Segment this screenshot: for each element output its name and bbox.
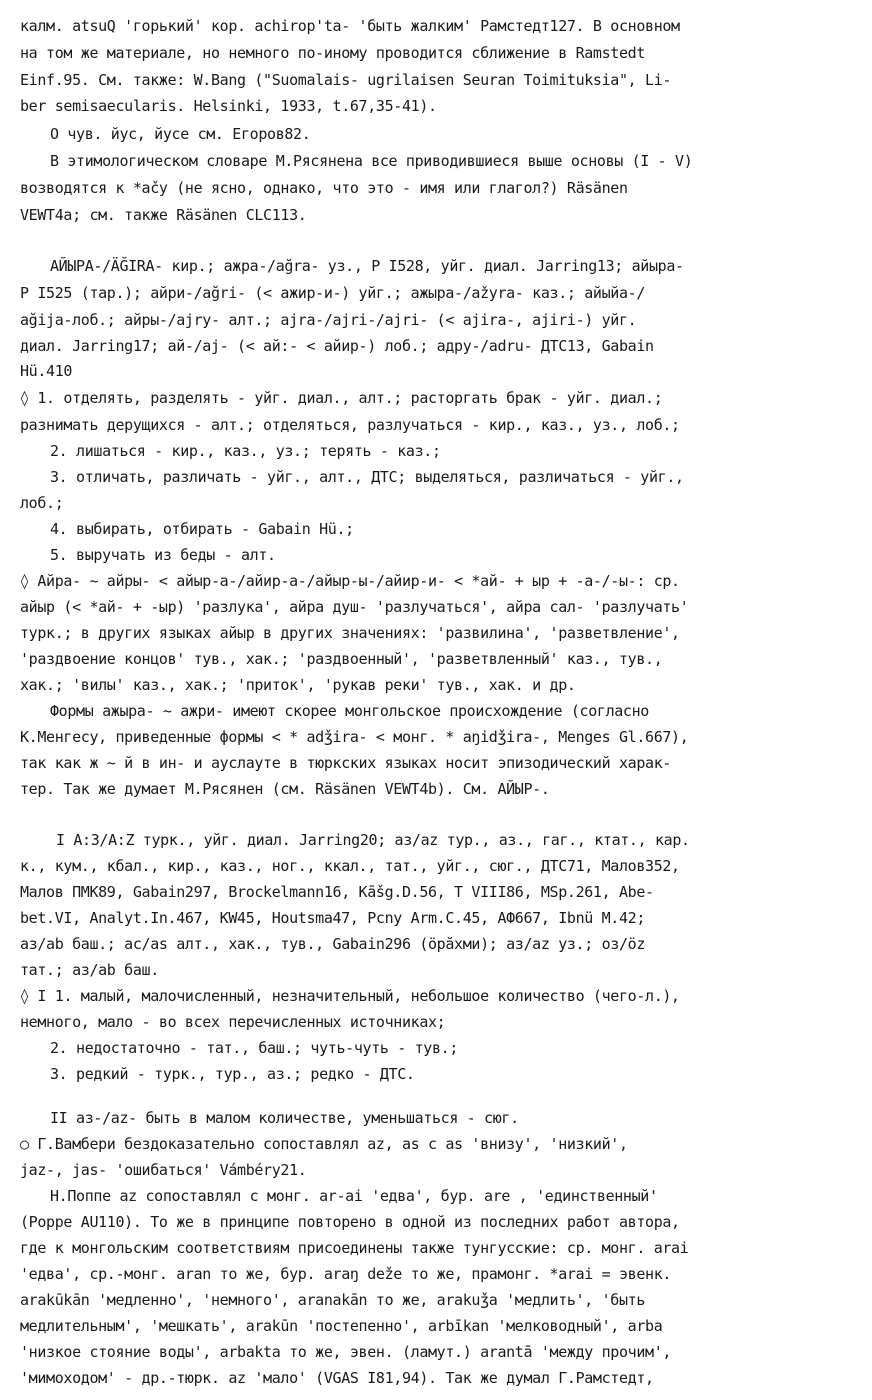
text-line: лоб.; — [20, 494, 64, 512]
text-line: ◊ 1. отделять, разделять - уйг. диал., алт.; расторгать брак - уйг. диал.; — [20, 389, 663, 407]
text-line: турк.; в других языках айыр в других значениях: 'развилина', 'разветвление', — [20, 624, 680, 642]
text-line: 5. выручать из беды - алт. — [50, 546, 276, 564]
text-line: немного, мало - во всех перечисленных источниках; — [20, 1013, 446, 1031]
text-line: возводятся к *ačy (не ясно, однако, что это - имя или глагол?) Räsänen — [20, 179, 628, 197]
entry-header-line: II аз-/az- быть в малом количестве, уменьшаться - сюг. — [50, 1109, 519, 1127]
text-line: В этимологическом словаре М.Рясянена все приводившиеся выше основы (I - V) — [50, 152, 693, 170]
text-line: 4. выбирать, отбирать - Gabain Hü.; — [50, 520, 354, 538]
text-line: 'едва', ср.-монг. aran то же, бур. araŋ deže то же, прамонг. *arai = эвенк. — [20, 1265, 672, 1283]
text-line: bet.VI, Analyt.In.467, KW45, Houtsma47, Pcny Arm.C.45, АФ667, Ibnü M.42; — [20, 909, 646, 927]
entry-header-line: I А:З/А:Z турк., уйг. диал. Jarring20; аз/az тур., аз., гаг., ктат., кар. — [56, 831, 690, 849]
text-line: хак.; 'вилы' каз., хак.; 'приток', 'рукав реки' тув., хак. и др. — [20, 676, 576, 694]
text-line: диал. Jarring17; ай-/aj- (< ай:- < айир-) лоб.; адру-/adru- ДТС13, Gabain — [20, 337, 654, 355]
text-line: медлительным', 'мешкать', arakūn 'постепенно', arbīkan 'мелководный', arba — [20, 1317, 663, 1335]
text-line: О чув. йус, йусе см. Егоров82. — [50, 125, 311, 143]
text-line: Hü.410 — [20, 362, 73, 380]
text-line: 3. отличать, различать - уйг., алт., ДТС; выделяться, различаться - уйг., — [50, 468, 684, 486]
text-line: калм. atsuQ 'горький' кор. achirop'ta- 'быть жалким' Рамстедт127. В основном — [20, 17, 680, 35]
text-line: К.Менгесу, приведенные формы < * adǯira- < монг. * aŋidǯira-, Menges Gl.667), — [20, 728, 689, 746]
text-line: ağija-лоб.; айры-/ajry- алт.; ajra-/ajri-/ajri- (< ajira-, ajiri-) уйг. — [20, 311, 637, 329]
text-line: ber semisaecularis. Helsinki, 1933, t.67,35-41). — [20, 97, 437, 115]
entry-header-line: АЙЫРА-/ÄĞIRA- кир.; ажра-/ağra- уз., Р I528, уйг. диал. Jarring13; айыра- — [50, 257, 684, 275]
text-line: 'низкое стояние воды', arbakta то же, эвен. (ламут.) arantā 'между прочим', — [20, 1343, 672, 1361]
text-line: Формы ажыра- ~ ажри- имеют скорее монгольское происхождение (согласно — [50, 702, 649, 720]
text-line: VEWT4a; см. также Räsänen CLC113. — [20, 206, 307, 224]
text-line: аз/ab баш.; ас/as алт., хак., тув., Gabain296 (ӧрӑхми); аз/az уз.; оз/öz — [20, 935, 646, 953]
text-line: на том же материале, но немного по-иному проводится сближение в Ramstedt — [20, 44, 646, 62]
text-line: Малов ПМК89, Gabain297, Brockelmann16, Kāšg.D.56, T VIII86, MSp.261, Abe- — [20, 883, 654, 901]
text-line: Р I525 (тар.); айри-/ağri- (< ажир-и-) уйг.; ажыра-/ažyra- каз.; айыйа-/ — [20, 284, 646, 302]
text-line: arakūkān 'медленно', 'немного', aranakān то же, arakuǯa 'медлить', 'быть — [20, 1291, 646, 1309]
text-line: 2. недостаточно - тат., баш.; чуть-чуть - тув.; — [50, 1039, 458, 1057]
text-line: jaz-, jas- 'ошибаться' Vámbéry21. — [20, 1161, 307, 1179]
text-line: тер. Так же думает М.Рясянен (см. Räsänen VEWT4b). См. АЙЫР-. — [20, 780, 550, 798]
text-line: (Poppe AU110). То же в принципе повторено в одной из последних работ автора, — [20, 1213, 680, 1231]
text-line: ○ Г.Вамбери бездоказательно сопоставлял az, as с as 'внизу', 'низкий', — [20, 1135, 628, 1153]
text-line: 'мимоходом' - др.-тюрк. az 'мало' (VGAS I81,94). Так же думал Г.Рамстедт, — [20, 1369, 654, 1387]
text-line: разнимать дерущихся - алт.; отделяться, разлучаться - кир., каз., уз., лоб.; — [20, 416, 680, 434]
text-line: к., кум., кбал., кир., каз., ног., ккал., тат., уйг., сюг., ДТС71, Малов352, — [20, 857, 680, 875]
text-line: так как ж ~ й в ин- и ауслауте в тюркских языках носит эпизодический харак- — [20, 754, 672, 772]
text-line: Einf.95. См. также: W.Bang ("Suomalais- ugrilaisen Seuran Toimituksia", Li- — [20, 71, 672, 89]
text-line: ◊ Айра- ~ айры- < айыр-а-/айир-а-/айыр-ы-/айир-и- < *ай- + ыр + -а-/-ы-: ср. — [20, 572, 680, 590]
text-line: айыр (< *ай- + -ыр) 'разлука', айра душ- 'разлучаться', айра сал- 'разлучать' — [20, 598, 689, 616]
text-line: где к монгольским соответствиям присоединены также тунгусские: ср. монг. arai — [20, 1239, 689, 1257]
text-line: тат.; аз/ab баш. — [20, 961, 159, 979]
text-line: 'раздвоение концов' тув., хак.; 'раздвоенный', 'разветвленный' каз., тув., — [20, 650, 663, 668]
text-line: ◊ I 1. малый, малочисленный, незначительный, небольшое количество (чего-л.), — [20, 987, 680, 1005]
text-line: Н.Поппе az сопоставлял с монг. ar-ai 'едва', бур. are , 'единственный' — [50, 1187, 658, 1205]
text-line: 3. редкий - турк., тур., аз.; редко - ДТС. — [50, 1065, 415, 1083]
text-line: 2. лишаться - кир., каз., уз.; терять - каз.; — [50, 442, 441, 460]
